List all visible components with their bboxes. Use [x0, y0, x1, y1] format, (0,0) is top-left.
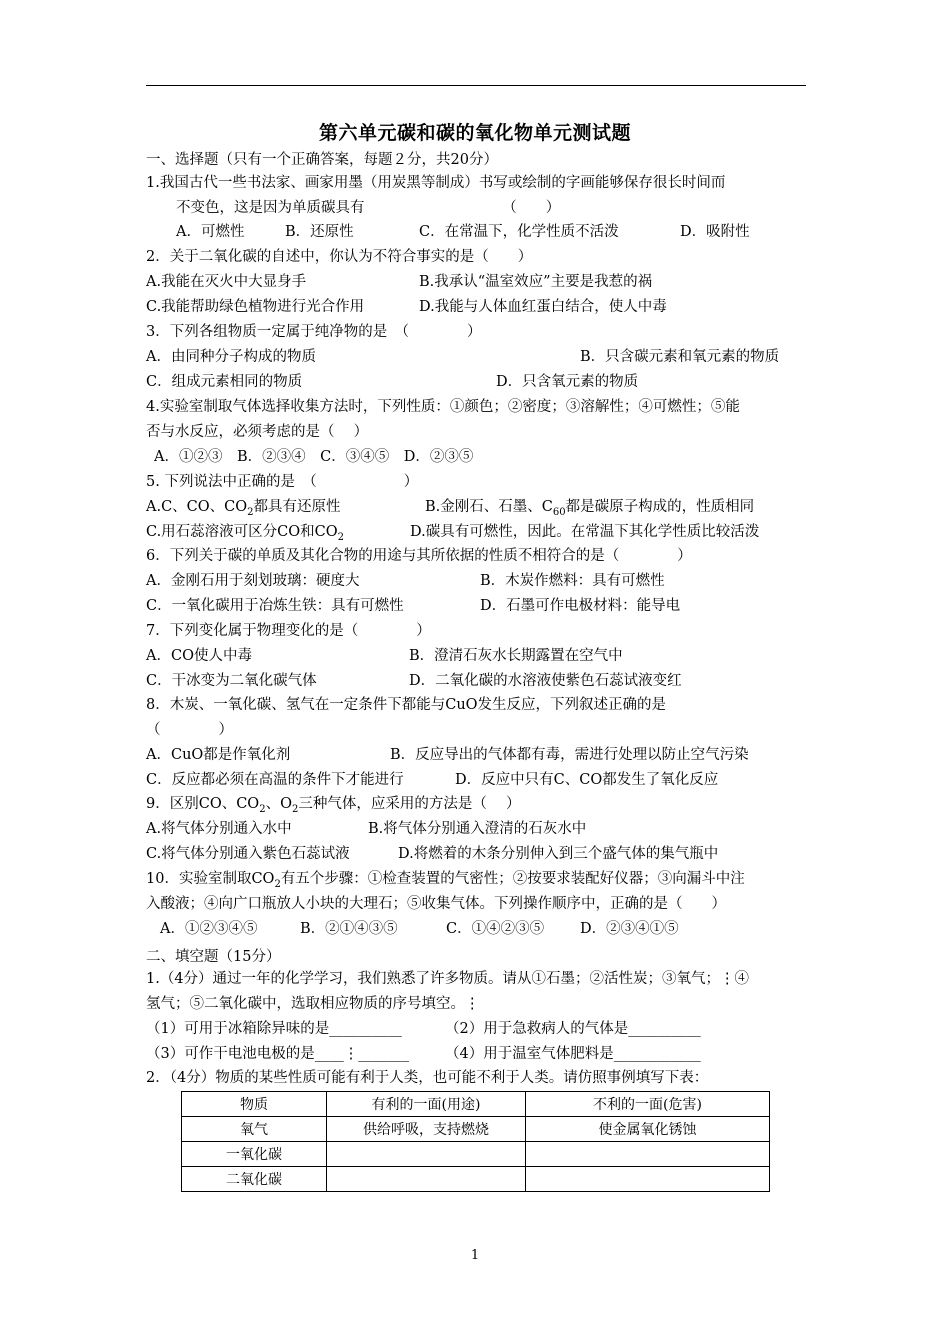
q7-option-c: C．干冰变为二氧化碳气体 — [146, 673, 317, 689]
q8-option-d: D．反应中只有C、CO都发生了氧化反应 — [455, 772, 719, 788]
q10-line1: 10．实验室制取$CO_2$有五个步骤：①检查装置的气密性；②按要求装配好仪器；③向漏斗中注 — [146, 871, 745, 890]
table-row — [182, 1117, 770, 1142]
q3-stem: 3．下列各组物质一定属于纯净物的是 （ ） — [146, 324, 482, 340]
q10-line2: 入酸液；④向广口瓶放人小块的大理石；⑤收集气体。下列操作顺序中，正确的是（ ） — [146, 896, 726, 912]
header-rule — [146, 85, 806, 86]
q2-option-c: C.我能帮助绿色植物进行光合作用 — [146, 299, 365, 315]
q1-option-a: A．可燃性 — [176, 224, 245, 240]
f1-line1: 1.（4分）通过一年的化学学习，我们熟悉了许多物质。请从①石墨；②活性炭；③氧气；⋮④ — [146, 971, 750, 987]
q10-option-d: D．②③④①⑤ — [580, 921, 679, 937]
table-header-cell: 不利的一面(危害) — [526, 1092, 770, 1117]
q8-option-c: C．反应都必须在高温的条件下才能进行 — [146, 772, 404, 788]
table-row — [182, 1167, 770, 1192]
q3-option-b: B．只含碳元素和氧元素的物质 — [580, 349, 780, 365]
q3-option-d: D．只含氧元素的物质 — [496, 374, 639, 390]
q1-option-d: D．吸附性 — [680, 224, 750, 240]
table-cell: 氧气 — [182, 1117, 327, 1142]
table-cell-blank[interactable] — [327, 1167, 526, 1192]
table-cell-blank[interactable] — [327, 1142, 526, 1167]
q6-option-a: A．金刚石用于刻划玻璃：硬度大 — [146, 573, 360, 589]
q7-option-b: B．澄清石灰水长期露置在空气中 — [409, 648, 623, 664]
table-cell: 供给呼吸，支持燃烧 — [327, 1117, 526, 1142]
q5-option-c: C.用石蕊溶液可区分CO和$CO_2$ — [146, 524, 345, 543]
q8-option-a: A．CuO都是作氧化剂 — [146, 747, 291, 763]
table-header-cell: 物质 — [182, 1092, 327, 1117]
q5-option-b: B.金刚石、石墨、$C_{60}$都是碳原子构成的，性质相同 — [425, 499, 755, 518]
q8-line2: （ ） — [146, 722, 233, 738]
q4-line1: 4.实验室制取气体选择收集方法时，下列性质：①颜色；②密度；③溶解性；④可燃性；⑤能 — [146, 399, 740, 415]
q1-line2: 不变色，这是因为单质碳具有 （ ） — [176, 200, 561, 216]
f1-item-4: （4）用于温室气体肥料是____________ — [445, 1046, 701, 1062]
q3-option-c: C．组成元素相同的物质 — [146, 374, 303, 390]
q9-option-d: D.将燃着的木条分别伸入到三个盛气体的集气瓶中 — [398, 846, 719, 862]
q7-option-a: A．CO使人中毒 — [146, 648, 252, 664]
q6-option-b: B．木炭作燃料：具有可燃性 — [480, 573, 665, 589]
q3-option-a: A．由同种分子构成的物质 — [146, 349, 316, 365]
f1-item-2: （2）用于急救病人的气体是__________ — [445, 1021, 701, 1037]
q6-option-c: C．一氧化碳用于冶炼生铁：具有可燃性 — [146, 598, 404, 614]
q2-stem: 2．关于二氧化碳的自述中，你认为不符合事实的是（ ） — [146, 249, 533, 265]
q1-option-c: C．在常温下，化学性质不活泼 — [419, 224, 619, 240]
q10-option-a: A．①②③④⑤ — [160, 921, 258, 937]
q7-option-d: D．二氧化碳的水溶液使紫色石蕊试液变红 — [409, 673, 682, 689]
q9-option-c: C.将气体分别通入紫色石蕊试液 — [146, 846, 350, 862]
page-number: 1 — [470, 1248, 480, 1263]
q5-stem: 5. 下列说法中正确的是 （ ） — [146, 474, 419, 490]
table-cell: 使金属氧化锈蚀 — [526, 1117, 770, 1142]
q5-option-a: A.C、CO、$CO_2$都具有还原性 — [146, 499, 341, 518]
table-header-cell: 有利的一面(用途) — [327, 1092, 526, 1117]
q9-stem: 9．区别CO、$CO_2$、$O_2$三种气体，应采用的方法是（ ） — [146, 796, 521, 815]
table-cell-blank[interactable] — [526, 1142, 770, 1167]
q2-option-b: B.我承认“温室效应”主要是我惹的祸 — [419, 274, 653, 290]
q1-line1: 1.我国古代一些书法家、画家用墨（用炭黑等制成）书写或绘制的字画能够保存很长时间而 — [146, 175, 726, 191]
q2-option-d: D.我能与人体血红蛋白结合，使人中毒 — [419, 299, 667, 315]
properties-table — [181, 1091, 770, 1192]
f2-stem: 2．（4分）物质的某些性质可能有利于人类，也可能不利于人类。请仿照事例填写下表： — [146, 1070, 709, 1086]
table-cell-blank[interactable] — [526, 1167, 770, 1192]
q1-option-b: B．还原性 — [285, 224, 354, 240]
q10-option-c: C．①④②③⑤ — [446, 921, 545, 937]
q8-line1: 8．木炭、一氧化碳、氢气在一定条件下都能与CuO发生反应，下列叙述正确的是 — [146, 697, 667, 713]
f1-item-1: （1）可用于冰箱除异味的是__________ — [146, 1021, 402, 1037]
q9-option-a: A.将气体分别通入水中 — [146, 821, 292, 837]
q2-option-a: A.我能在灭火中大显身手 — [146, 274, 307, 290]
section2-header: 二、填空题（15分） — [146, 949, 281, 965]
q4-line2: 否与水反应，必须考虑的是（ ） — [146, 424, 369, 440]
table-cell: 一氧化碳 — [182, 1142, 327, 1167]
f1-item-3: （3）可作干电池电极的是____⋮_______ — [146, 1046, 409, 1062]
q5-option-d: D.碳具有可燃性，因此。在常温下其化学性质比较活泼 — [410, 524, 760, 540]
page-title: 第六单元碳和碳的氧化物单元测试题 — [318, 122, 631, 144]
q4-options: A．①②③ B．②③④ C．③④⑤ D．②③⑤ — [154, 449, 474, 465]
table-row — [182, 1142, 770, 1167]
q8-option-b: B．反应导出的气体都有毒，需进行处理以防止空气污染 — [390, 747, 749, 763]
table-cell: 二氧化碳 — [182, 1167, 327, 1192]
q9-option-b: B.将气体分别通入澄清的石灰水中 — [368, 821, 587, 837]
f1-line2: 氢气；⑤二氧化碳中，选取相应物质的序号填空。⋮ — [146, 996, 480, 1012]
q6-option-d: D．石墨可作电极材料：能导电 — [480, 598, 681, 614]
table-header-row — [182, 1092, 770, 1117]
section1-header: 一、选择题（只有一个正确答案，每题２分，共20分） — [146, 152, 498, 168]
q6-stem: 6．下列关于碳的单质及其化合物的用途与其所依据的性质不相符合的是（ ） — [146, 548, 692, 564]
q10-option-b: B．②①④③⑤ — [300, 921, 398, 937]
q7-stem: 7．下列变化属于物理变化的是（ ） — [146, 623, 431, 639]
